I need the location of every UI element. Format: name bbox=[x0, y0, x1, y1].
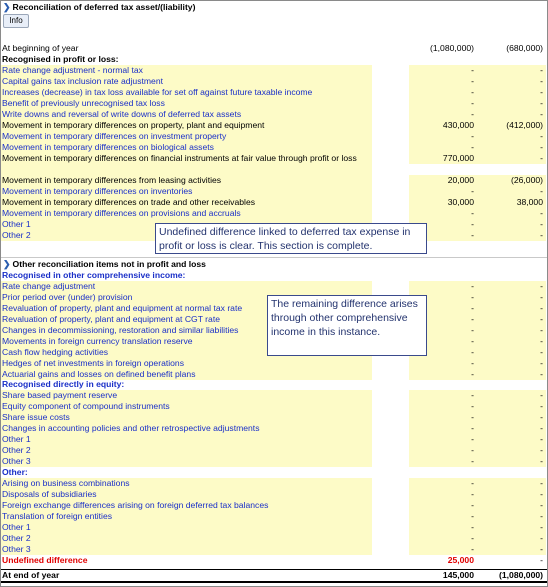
row-label: Changes in accounting policies and other retrospective adjustments bbox=[1, 423, 372, 434]
subheading-label: Recognised directly in equity: bbox=[2, 379, 125, 389]
current-year-input[interactable]: 30,000 bbox=[409, 197, 477, 208]
table-row bbox=[1, 142, 547, 153]
row-label: Movement in temporary differences on trade and other receivables bbox=[1, 197, 372, 208]
current-year-input[interactable]: - bbox=[409, 522, 477, 533]
prior-year-input[interactable]: - bbox=[477, 412, 546, 423]
prior-year-input[interactable]: - bbox=[477, 230, 546, 241]
row-label: Other 2 bbox=[1, 445, 372, 456]
current-year-input[interactable]: - bbox=[409, 456, 477, 467]
table-row bbox=[1, 544, 547, 555]
table-row bbox=[1, 423, 547, 434]
subheading-label: Other: bbox=[2, 467, 28, 477]
prior-year-input[interactable]: - bbox=[477, 208, 546, 219]
row-label: Movement in temporary differences on financial instruments at fair value through profit or loss bbox=[1, 153, 372, 175]
row-label: Translation of foreign entities bbox=[1, 511, 372, 522]
row-label: Capital gains tax inclusion rate adjustment bbox=[1, 76, 372, 87]
table-row bbox=[1, 87, 547, 98]
prior-year-input[interactable]: - bbox=[477, 358, 546, 369]
prior-year-input[interactable]: - bbox=[477, 153, 546, 164]
current-year-input[interactable]: - bbox=[409, 358, 477, 369]
prior-year-input[interactable]: - bbox=[477, 292, 546, 303]
row-label: Prior period over (under) provision bbox=[1, 292, 372, 303]
heading-other bbox=[1, 467, 547, 478]
section-header-reconciliation[interactable] bbox=[1, 1, 547, 13]
prior-year-input[interactable]: - bbox=[477, 478, 546, 489]
current-year-input[interactable]: - bbox=[409, 142, 477, 153]
current-year-input[interactable]: - bbox=[409, 445, 477, 456]
current-year-input[interactable]: - bbox=[409, 109, 477, 120]
current-year-value: (1,080,000) bbox=[430, 43, 474, 53]
prior-year-input[interactable]: - bbox=[477, 533, 546, 544]
prior-year-input[interactable]: - bbox=[477, 544, 546, 555]
current-year-input[interactable]: 20,000 bbox=[409, 175, 477, 186]
current-year-input[interactable]: - bbox=[409, 325, 477, 336]
current-year-input[interactable]: - bbox=[409, 347, 477, 358]
table-row bbox=[1, 434, 547, 445]
prior-year-input[interactable]: - bbox=[477, 87, 546, 98]
current-year-input[interactable]: - bbox=[409, 219, 477, 230]
row-label: Movement in temporary differences on biological assets bbox=[1, 142, 372, 153]
row-label: Revaluation of property, plant and equipment at CGT rate bbox=[1, 314, 372, 325]
current-year-input[interactable]: - bbox=[409, 478, 477, 489]
row-label: Share based payment reserve bbox=[1, 390, 372, 401]
row-undefined-difference bbox=[1, 555, 547, 566]
current-year-input[interactable]: - bbox=[409, 533, 477, 544]
table-row bbox=[1, 76, 547, 87]
current-year-input[interactable]: - bbox=[409, 208, 477, 219]
table-row bbox=[1, 522, 547, 533]
current-year-input[interactable]: - bbox=[409, 230, 477, 241]
row-label: Benefit of previously unrecognised tax loss bbox=[1, 98, 372, 109]
row-label: Cash flow hedging activities bbox=[1, 347, 372, 358]
row-label: Share issue costs bbox=[1, 412, 372, 423]
table-row bbox=[1, 109, 547, 120]
table-row bbox=[1, 175, 547, 186]
current-year-input[interactable]: - bbox=[409, 76, 477, 87]
prior-year-input[interactable]: - bbox=[477, 65, 546, 76]
current-year-input[interactable]: - bbox=[409, 390, 477, 401]
current-year-input[interactable]: - bbox=[409, 500, 477, 511]
row-label: Movement in temporary differences on provisions and accruals bbox=[1, 208, 372, 219]
table-row bbox=[1, 456, 547, 467]
table-row bbox=[1, 208, 547, 219]
table-row bbox=[1, 533, 547, 544]
subheading-label: Recognised in profit or loss: bbox=[2, 54, 119, 64]
table-row bbox=[1, 358, 547, 369]
prior-year-input[interactable]: - bbox=[477, 325, 546, 336]
prior-year-input[interactable]: - bbox=[477, 109, 546, 120]
row-label: Other 3 bbox=[1, 544, 372, 555]
current-year-input[interactable]: - bbox=[409, 303, 477, 314]
current-year-value: 145,000 bbox=[442, 570, 474, 580]
current-year-input[interactable]: - bbox=[409, 65, 477, 76]
info-button[interactable]: Info bbox=[3, 14, 29, 28]
table-row bbox=[1, 478, 547, 489]
current-year-input[interactable]: - bbox=[409, 544, 477, 555]
callout-note: The remaining difference arises through other comprehensive income in this instance. bbox=[267, 295, 427, 356]
row-label: Increases (decrease) in tax loss available for set off against future taxable income bbox=[1, 87, 372, 98]
row-label: At end of year bbox=[2, 570, 60, 580]
section-header-other-reconciliation[interactable] bbox=[1, 257, 547, 270]
prior-year-input[interactable]: - bbox=[477, 401, 546, 412]
prior-year-value: - bbox=[540, 555, 543, 565]
table-row bbox=[1, 186, 547, 197]
current-year-input[interactable]: - bbox=[409, 412, 477, 423]
heading-equity bbox=[1, 379, 547, 390]
row-label: Arising on business combinations bbox=[1, 478, 372, 489]
row-label: Hedges of net investments in foreign operations bbox=[1, 358, 372, 369]
current-year-input[interactable]: 430,000 bbox=[409, 120, 477, 131]
current-year-input[interactable]: - bbox=[409, 401, 477, 412]
current-year-value: 25,000 bbox=[447, 555, 474, 565]
current-year-input[interactable]: - bbox=[409, 292, 477, 303]
row-label: Other 2 bbox=[1, 230, 372, 241]
table-row bbox=[1, 401, 547, 412]
current-year-input[interactable]: - bbox=[409, 186, 477, 197]
row-label: Rate change adjustment bbox=[1, 281, 372, 292]
prior-year-input[interactable]: - bbox=[477, 489, 546, 500]
prior-year-input[interactable]: - bbox=[477, 281, 546, 292]
prior-year-input[interactable]: - bbox=[477, 434, 546, 445]
current-year-input[interactable]: - bbox=[409, 98, 477, 109]
prior-year-input[interactable]: - bbox=[477, 511, 546, 522]
row-label: Other 1 bbox=[1, 219, 372, 230]
row-label: Movement in temporary differences on investment property bbox=[1, 131, 372, 142]
prior-year-input[interactable]: 38,000 bbox=[477, 197, 546, 208]
row-label: At beginning of year bbox=[2, 43, 79, 53]
row-label: Movement in temporary differences on inventories bbox=[1, 186, 372, 197]
current-year-input[interactable]: - bbox=[409, 511, 477, 522]
prior-year-input[interactable]: - bbox=[477, 76, 546, 87]
row-label: Changes in decommissioning, restoration and similar liabilities bbox=[1, 325, 372, 336]
prior-year-value: (1,080,000) bbox=[499, 570, 543, 580]
table-row bbox=[1, 489, 547, 500]
section-title: Other reconciliation items not in profit and loss bbox=[12, 259, 206, 269]
row-label: Movements in foreign currency translation reserve bbox=[1, 336, 372, 347]
table-row bbox=[1, 412, 547, 423]
heading-oci bbox=[1, 270, 547, 281]
table-row bbox=[1, 281, 547, 292]
table-row bbox=[1, 98, 547, 109]
prior-year-input[interactable]: - bbox=[477, 219, 546, 230]
current-year-input[interactable]: - bbox=[409, 434, 477, 445]
current-year-input[interactable]: - bbox=[409, 87, 477, 98]
prior-year-value: (680,000) bbox=[506, 43, 543, 53]
current-year-input[interactable]: - bbox=[409, 423, 477, 434]
table-row bbox=[1, 131, 547, 142]
row-label: Rate change adjustment - normal tax bbox=[1, 65, 372, 76]
table-row bbox=[1, 197, 547, 208]
prior-year-input[interactable]: - bbox=[477, 456, 546, 467]
subheading-label: Recognised in other comprehensive income: bbox=[2, 270, 186, 280]
table-row bbox=[1, 153, 547, 164]
prior-year-input[interactable]: - bbox=[477, 336, 546, 347]
table-row bbox=[1, 390, 547, 401]
prior-year-input[interactable]: - bbox=[477, 131, 546, 142]
row-label: Other 3 bbox=[1, 456, 372, 467]
table-row bbox=[1, 65, 547, 76]
row-label: Foreign exchange differences arising on foreign deferred tax balances bbox=[1, 500, 372, 511]
row-label: Other 1 bbox=[1, 522, 372, 533]
table-row bbox=[1, 500, 547, 511]
current-year-input[interactable]: - bbox=[409, 489, 477, 500]
prior-year-input[interactable]: - bbox=[477, 347, 546, 358]
row-label: Movement in temporary differences on property, plant and equipment bbox=[1, 120, 372, 131]
callout-note: Undefined difference linked to deferred tax expense in profit or loss is clear. This section is complete. bbox=[155, 223, 427, 254]
row-closing-balance bbox=[1, 569, 547, 583]
prior-year-input[interactable]: (26,000) bbox=[477, 175, 546, 186]
row-label: Equity component of compound instruments bbox=[1, 401, 372, 412]
prior-year-input[interactable]: - bbox=[477, 423, 546, 434]
prior-year-input[interactable]: (412,000) bbox=[477, 120, 546, 131]
heading-profit-or-loss bbox=[1, 54, 547, 65]
prior-year-input[interactable]: - bbox=[477, 142, 546, 153]
row-opening-balance bbox=[1, 43, 547, 54]
current-year-input[interactable]: - bbox=[409, 369, 477, 380]
row-label: Undefined difference bbox=[2, 555, 88, 565]
table-row bbox=[1, 120, 547, 131]
chevron-down-icon[interactable]: ❯ bbox=[3, 259, 11, 269]
prior-year-input[interactable]: - bbox=[477, 314, 546, 325]
prior-year-input[interactable]: - bbox=[477, 522, 546, 533]
current-year-input[interactable]: 770,000 bbox=[409, 153, 477, 164]
current-year-input[interactable]: - bbox=[409, 336, 477, 347]
current-year-input[interactable]: - bbox=[409, 131, 477, 142]
current-year-input[interactable]: - bbox=[409, 314, 477, 325]
prior-year-input[interactable]: - bbox=[477, 445, 546, 456]
table-row bbox=[1, 445, 547, 456]
prior-year-input[interactable]: - bbox=[477, 390, 546, 401]
chevron-down-icon[interactable]: ❯ bbox=[3, 2, 11, 12]
section-title: Reconciliation of deferred tax asset/(liability) bbox=[12, 2, 196, 12]
row-label: Revaluation of property, plant and equipment at normal tax rate bbox=[1, 303, 372, 314]
current-year-input[interactable]: - bbox=[409, 281, 477, 292]
prior-year-input[interactable]: - bbox=[477, 369, 546, 380]
row-label: Write downs and reversal of write downs of deferred tax assets bbox=[1, 109, 372, 120]
prior-year-input[interactable]: - bbox=[477, 303, 546, 314]
table-row bbox=[1, 511, 547, 522]
row-label: Disposals of subsidiaries bbox=[1, 489, 372, 500]
row-label: Actuarial gains and losses on defined benefit plans bbox=[1, 369, 372, 380]
prior-year-input[interactable]: - bbox=[477, 186, 546, 197]
row-label: Other 2 bbox=[1, 533, 372, 544]
row-label: Other 1 bbox=[1, 434, 372, 445]
row-label: Movement in temporary differences from leasing activities bbox=[1, 175, 372, 186]
prior-year-input[interactable]: - bbox=[477, 98, 546, 109]
prior-year-input[interactable]: - bbox=[477, 500, 546, 511]
